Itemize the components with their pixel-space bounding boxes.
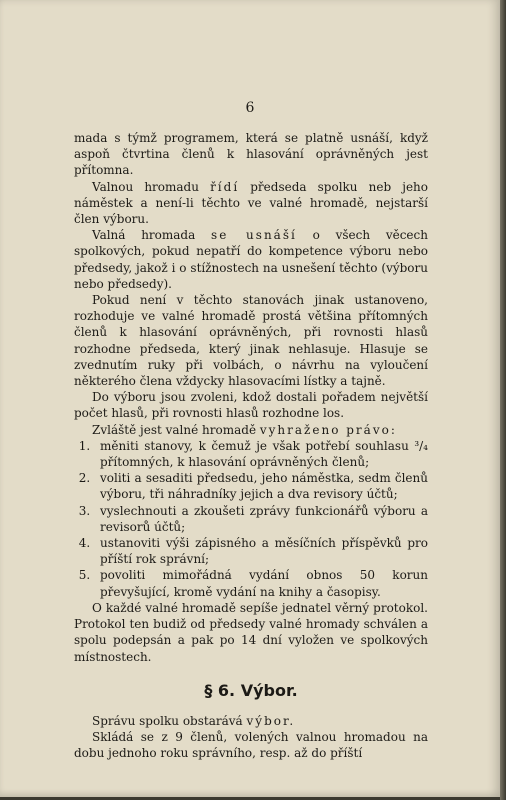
emphasis-text: výbor. [246,713,296,728]
list-item: 2. voliti a sesaditi předsedu, jeho náměstka, sedm členů výboru, tři náhradníky jejich a dva revisory účtů; [94,470,428,502]
emphasis-text: vyhraženo právo: [259,422,397,437]
page-text [74,130,428,762]
rights-list [74,438,428,600]
paragraph-composition: Skládá se z 9 členů, volených valnou hromadou na dobu jednoho roku správního, resp. až do příští [74,730,428,761]
paragraph-resolutions: Valná hromada se usnáší o všech věcech spolkových, pokud nepatří do kompetence výboru nebo předsedy, jakož i o stížnostech na usnešení těchto (výboru nebo předsedy). [74,228,428,291]
paragraph-reserved-rights: Zvláště jest valné hromadě vyhraženo právo: [92,422,397,437]
page-number: 6 [245,100,255,116]
paragraph-protocol: O každé valné hromadě sepíše jednatel věrný protokol. Protokol ten budiž od předsedy valné hromady schválen a spolu podepsán a pak po 14 dní vyložen ve spolkových místnostech. [74,600,428,664]
page-edge [500,0,506,800]
list-item: 3. vyslechnouti a zkoušeti zprávy funkcionářů výboru a revisorů účtů; [94,503,428,535]
emphasis-text: se usnáší [211,228,297,243]
list-item: 5. povoliti mimořádná vydání obnos 50 korun převyšující, kromě vydání na knihy a časopisy. [94,567,428,599]
list-item: 1. měniti stanovy, k čemuž je však potřebí souhlasu ³/₄ přítomných, k hlasování oprávněných členů; [94,438,428,470]
paragraph-election: Do výboru jsou zvoleni, kdož dostali pořadem největší počet hlasů, při rovnosti hlasů rozhodne los. [74,390,428,421]
paragraph-administration: Správu spolku obstarává výbor. [92,713,296,728]
paragraph-continuation: mada s týmž programem, která se platně usnáší, když aspoň čtvrtina členů k hlasování oprávněných jest přítomna. [74,131,428,178]
paragraph-chairing: Valnou hromadu řídí předseda spolku neb jeho náměstek a není-li těchto ve valné hromadě, nejstarší člen výboru. [74,179,428,227]
paragraph-voting: Pokud není v těchto stanovách jinak ustanoveno, rozhoduje ve valné hromadě prostá většina přítomných členů k hlasování oprávněných, při rovnosti hlasů rozhodne předseda, který jinak nehlasuje. Hlasuje se zvednutím ruky při volbách, o návrhu na vyloučení některého člena vždycky hlasovacími lístky a tajně. [74,293,428,389]
section-heading: § 6. Výbor. [204,680,298,700]
emphasis-text: řídí [210,179,240,194]
list-item: 4. ustanoviti výši zápisného a měsíčních příspěvků pro příští rok správní; [94,535,428,567]
